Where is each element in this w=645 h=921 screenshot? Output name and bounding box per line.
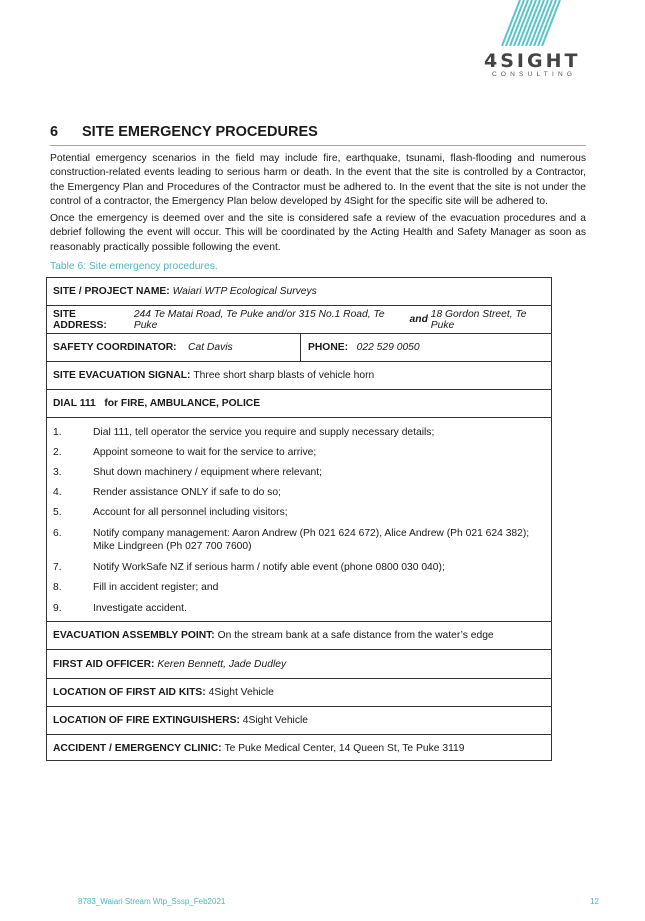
first-aid-officer-label: FIRST AID OFFICER: xyxy=(53,658,155,670)
cell-divider xyxy=(300,334,301,361)
company-logo xyxy=(478,0,590,80)
emergency-procedures-table xyxy=(46,277,552,761)
site-address-joiner: and xyxy=(409,314,428,325)
clinic-value: Te Puke Medical Center, 14 Queen St, Te Puke 3119 xyxy=(224,742,465,754)
dial-row xyxy=(47,390,551,418)
site-address-value-a: 244 Te Matai Road, Te Puke and/or 315 No.1 Road, Te Puke xyxy=(133,308,385,331)
intro-paragraph: Potential emergency scenarios in the field may include fire, earthquake, tsunami, flash-flooding and numerous construction-related events leading to serious harm or death. In the event that the site is controlled by a Contractor, the Emergency Plan and Procedures of the Contractor must be adhered to. In the event that the site is not under the control of a contractor, the Emergency Plan below developed by 4Sight for the specific site will be adhered to. xyxy=(50,153,586,207)
site-project-row xyxy=(47,278,551,306)
assembly-point-value: On the stream bank at a safe distance from the water’s edge xyxy=(217,630,494,641)
safety-coordinator-label: SAFETY COORDINATOR: xyxy=(53,342,177,353)
logo-wordmark: 4SIGHT xyxy=(484,50,581,72)
emergency-steps-list: 1. Dial 111, tell operator the service you require and supply necessary details; 2. Appoint someone to wait for the service to arrive; 3. Shut down machinery / equipment where relevant; 4. Render assistance ONLY if safe to do so; 5. Account for all personnel including visitors; 6. Notify company management: Aaron Andrew (Ph 021 624 672), Alice Andrew (Ph 021 624 382); Mike Lindgreen (Ph 027 700 7600) 7. Notify WorkSafe NZ if serious harm / notify able event (phone 0800 030 040); 8. Fill in accident register; and 9. Investigate accident. xyxy=(47,418,551,622)
debrief-paragraph: Once the emergency is deemed over and the site is considered safe a review of the evacuation procedures and a debrief following the event will occur. This will be coordinated by the Acting Health and Safety Manager as soon as reasonably practically possible following the event. xyxy=(50,213,586,253)
clinic-row xyxy=(47,735,551,761)
site-project-label: SITE / PROJECT NAME: xyxy=(53,286,170,297)
section-number: 6 xyxy=(50,124,59,140)
site-project-value: Waiari WTP Ecological Surveys xyxy=(172,286,317,297)
site-address-row xyxy=(47,306,551,334)
first-aid-officer-value: Keren Bennett, Jade Dudley xyxy=(157,658,287,670)
dial-label: DIAL 111 for FIRE, AMBULANCE, POLICE xyxy=(53,398,261,409)
coordinator-row xyxy=(47,334,551,362)
site-address-value-b: 18 Gordon Street, Te Puke xyxy=(430,308,527,331)
footer-document-name: 8783_Waiari Stream Wtp_Sssp_Feb2021 xyxy=(78,897,226,906)
phone-cell xyxy=(308,334,420,361)
assembly-point-row xyxy=(47,622,551,650)
page-number: 12 xyxy=(590,897,599,906)
logo-subtitle: CONSULTING xyxy=(492,71,577,78)
evacuation-signal-row xyxy=(47,362,551,390)
assembly-point-label: EVACUATION ASSEMBLY POINT: xyxy=(53,630,215,641)
fire-extinguishers-label: LOCATION OF FIRE EXTINGUISHERS: xyxy=(53,715,240,726)
first-aid-kits-row xyxy=(47,679,551,707)
evacuation-signal-value: Three short sharp blasts of vehicle horn xyxy=(193,370,375,381)
clinic-label: ACCIDENT / EMERGENCY CLINIC: xyxy=(53,742,222,754)
logo-stripes-icon xyxy=(500,0,562,46)
fire-extinguishers-value: 4Sight Vehicle xyxy=(242,715,309,726)
table-caption: Table 6: Site emergency procedures. xyxy=(50,261,218,272)
first-aid-officer-row xyxy=(47,650,551,679)
phone-label: PHONE: xyxy=(308,342,349,353)
safety-coordinator-value: Cat Davis xyxy=(188,342,233,353)
phone-value: 022 529 0050 xyxy=(356,342,420,353)
first-aid-kits-label: LOCATION OF FIRST AID KITS: xyxy=(53,687,206,698)
section-title: SITE EMERGENCY PROCEDURES xyxy=(82,124,318,140)
section-heading xyxy=(50,124,586,146)
first-aid-kits-value: 4Sight Vehicle xyxy=(208,687,274,698)
site-address-label: SITE ADDRESS: xyxy=(53,308,107,331)
fire-extinguishers-row xyxy=(47,707,551,735)
evacuation-signal-label: SITE EVACUATION SIGNAL: xyxy=(53,370,191,381)
